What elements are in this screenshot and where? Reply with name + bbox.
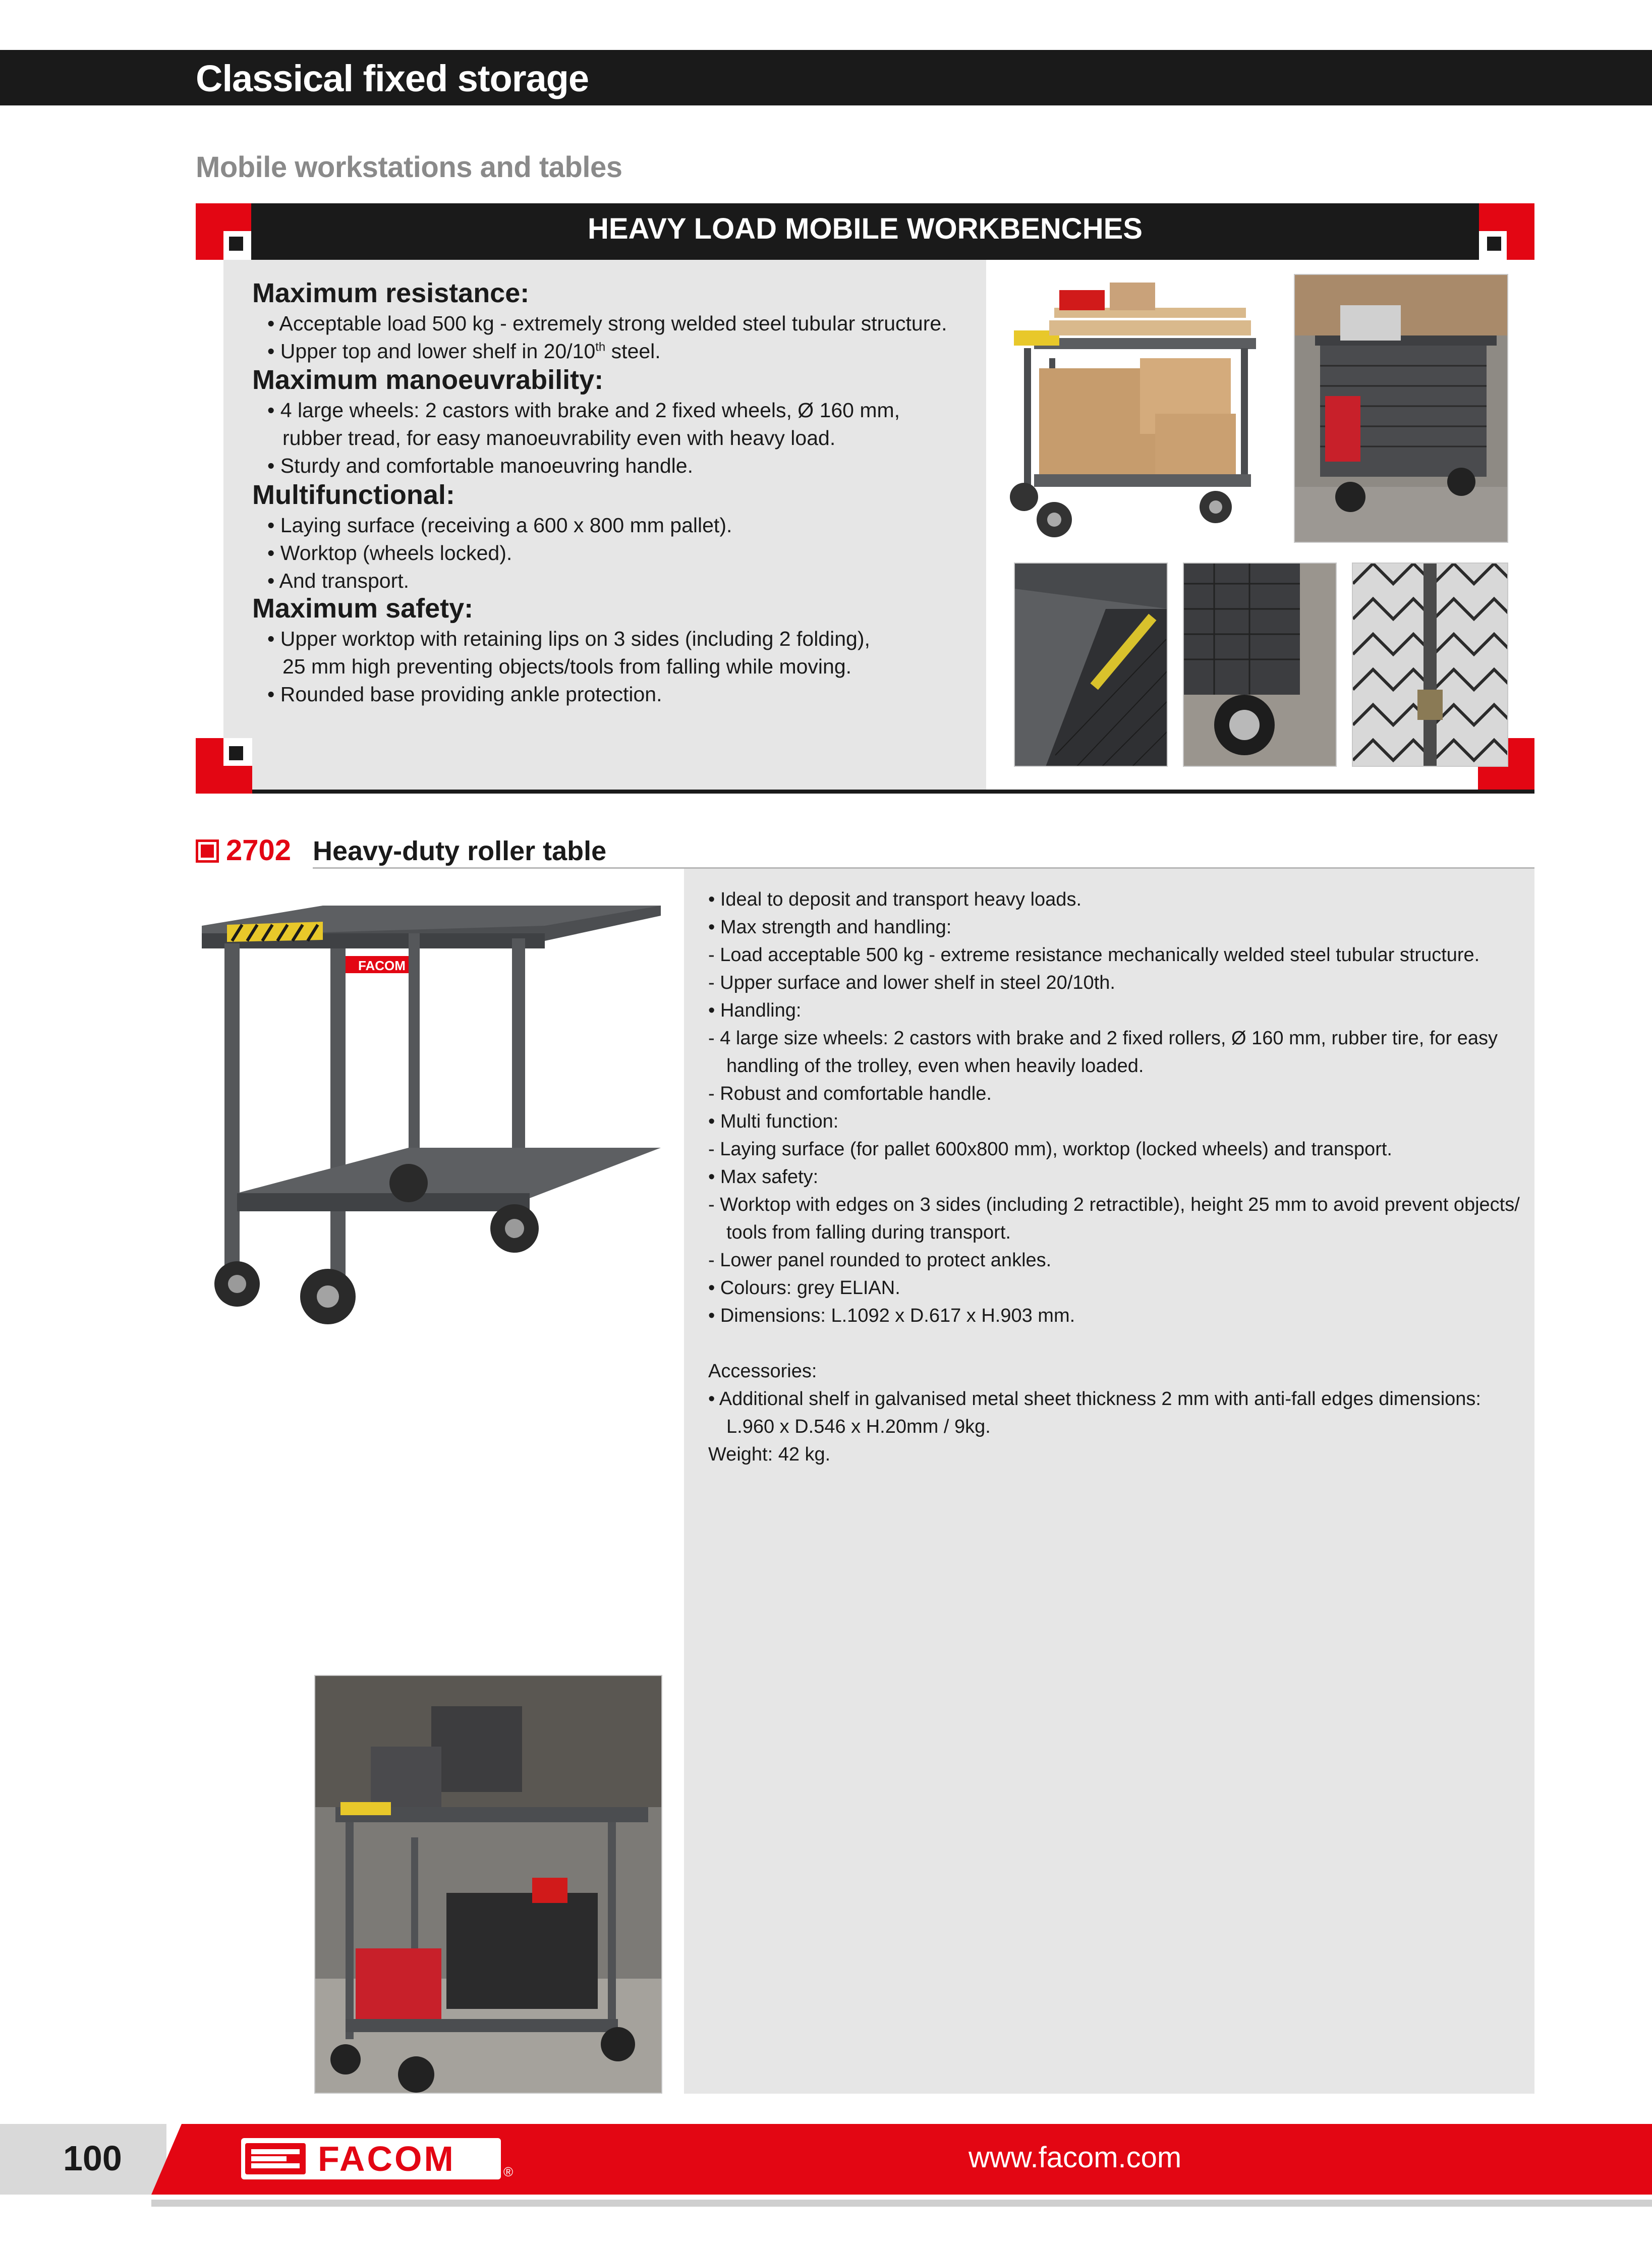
desc-line: Accessories: xyxy=(708,1361,817,1382)
feature-heading-manoeuvrability: Maximum manoeuvrability: xyxy=(252,365,604,395)
description-panel xyxy=(684,869,1534,2094)
photo-detail-wheel xyxy=(1183,563,1337,767)
desc-line: - Upper surface and lower shelf in steel 20/10th. xyxy=(708,972,1115,993)
facom-logo-text: FACOM xyxy=(318,2139,455,2178)
corner-ornament-top-left xyxy=(196,203,251,260)
trolley-logo-text: FACOM xyxy=(358,958,406,973)
feature-line: • Acceptable load 500 kg - extremely strong welded steel tubular structure. xyxy=(267,312,947,335)
desc-line: - Lower panel rounded to protect ankles. xyxy=(708,1250,1052,1271)
desc-line: - Laying surface (for pallet 600x800 mm), worktop (locked wheels) and transport. xyxy=(708,1139,1392,1160)
desc-line: • Ideal to deposit and transport heavy loads. xyxy=(708,889,1081,910)
desc-line: • Handling: xyxy=(708,1000,802,1021)
feature-line: • Laying surface (receiving a 600 x 800 mm pallet). xyxy=(267,514,732,537)
page-title: Classical fixed storage xyxy=(196,58,589,99)
product-image-roller-table xyxy=(156,885,661,1329)
feature-line: • And transport. xyxy=(267,569,410,592)
photo-detail-edge xyxy=(1014,563,1168,767)
desc-line: L.960 x D.546 x H.20mm / 9kg. xyxy=(726,1416,991,1437)
desc-line: • Multi function: xyxy=(708,1111,839,1132)
desc-line: - Robust and comfortable handle. xyxy=(708,1083,992,1104)
feature-line: • Rounded base providing ankle protection. xyxy=(267,683,662,706)
section-bottom-line xyxy=(252,790,1534,794)
desc-line: handling of the trolley, even when heavily loaded. xyxy=(726,1055,1144,1077)
corner-ornament-top-right xyxy=(1479,203,1534,260)
footer-strip xyxy=(151,2200,1652,2207)
feature-heading-resistance: Maximum resistance: xyxy=(252,278,530,308)
desc-line: • Dimensions: L.1092 x D.617 x H.903 mm. xyxy=(708,1305,1075,1326)
footer-url[interactable]: www.facom.com xyxy=(969,2141,1182,2174)
corner-ornament-bottom-left xyxy=(196,738,252,794)
feature-line: rubber tread, for easy manoeuvrability even with heavy load. xyxy=(282,426,836,450)
photo-detail-lock xyxy=(1352,563,1508,767)
feature-heading-safety: Maximum safety: xyxy=(252,593,474,624)
feature-line: • Worktop (wheels locked). xyxy=(267,541,512,565)
photo-trolley-with-boxes xyxy=(1004,272,1286,550)
desc-line: - Load acceptable 500 kg - extreme resistance mechanically welded steel tubular structure. xyxy=(708,944,1480,966)
feature-line: 25 mm high preventing objects/tools from falling while moving. xyxy=(282,655,852,678)
product-marker-icon-inner xyxy=(201,845,214,858)
photo-trolley-workshop xyxy=(1294,274,1508,543)
product-number: 2702 xyxy=(226,834,292,867)
feature-heading-multifunctional: Multifunctional: xyxy=(252,480,455,510)
feature-line: • Upper top and lower shelf in 20/10th steel. xyxy=(267,340,661,363)
feature-line: • Upper worktop with retaining lips on 3 sides (including 2 folding), xyxy=(267,627,870,650)
desc-line: • Max strength and handling: xyxy=(708,917,952,938)
desc-line: • Max safety: xyxy=(708,1166,819,1188)
feature-line: • Sturdy and comfortable manoeuvring handle. xyxy=(267,454,693,477)
facom-logo-mark-icon xyxy=(245,2143,306,2174)
desc-line: • Additional shelf in galvanised metal sheet thickness 2 mm with anti-fall edges dimensions: xyxy=(708,1388,1481,1410)
section-title: HEAVY LOAD MOBILE WORKBENCHES xyxy=(588,212,1143,245)
page-number: 100 xyxy=(63,2139,122,2178)
page-subtitle: Mobile workstations and tables xyxy=(196,151,622,184)
registered-mark-icon: ® xyxy=(503,2164,514,2179)
product-photo-in-use xyxy=(314,1675,662,2094)
feature-line: • 4 large wheels: 2 castors with brake and 2 fixed wheels, Ø 160 mm, xyxy=(267,399,900,422)
desc-line: • Colours: grey ELIAN. xyxy=(708,1277,900,1299)
desc-line: Weight: 42 kg. xyxy=(708,1444,831,1465)
desc-line: tools from falling during transport. xyxy=(726,1222,1011,1243)
desc-line: - 4 large size wheels: 2 castors with brake and 2 fixed rollers, Ø 160 mm, rubber tire, for easy xyxy=(708,1028,1498,1049)
desc-line: - Worktop with edges on 3 sides (including 2 retractible), height 25 mm to avoid prevent objects/ xyxy=(708,1194,1520,1215)
product-name: Heavy-duty roller table xyxy=(313,836,607,866)
